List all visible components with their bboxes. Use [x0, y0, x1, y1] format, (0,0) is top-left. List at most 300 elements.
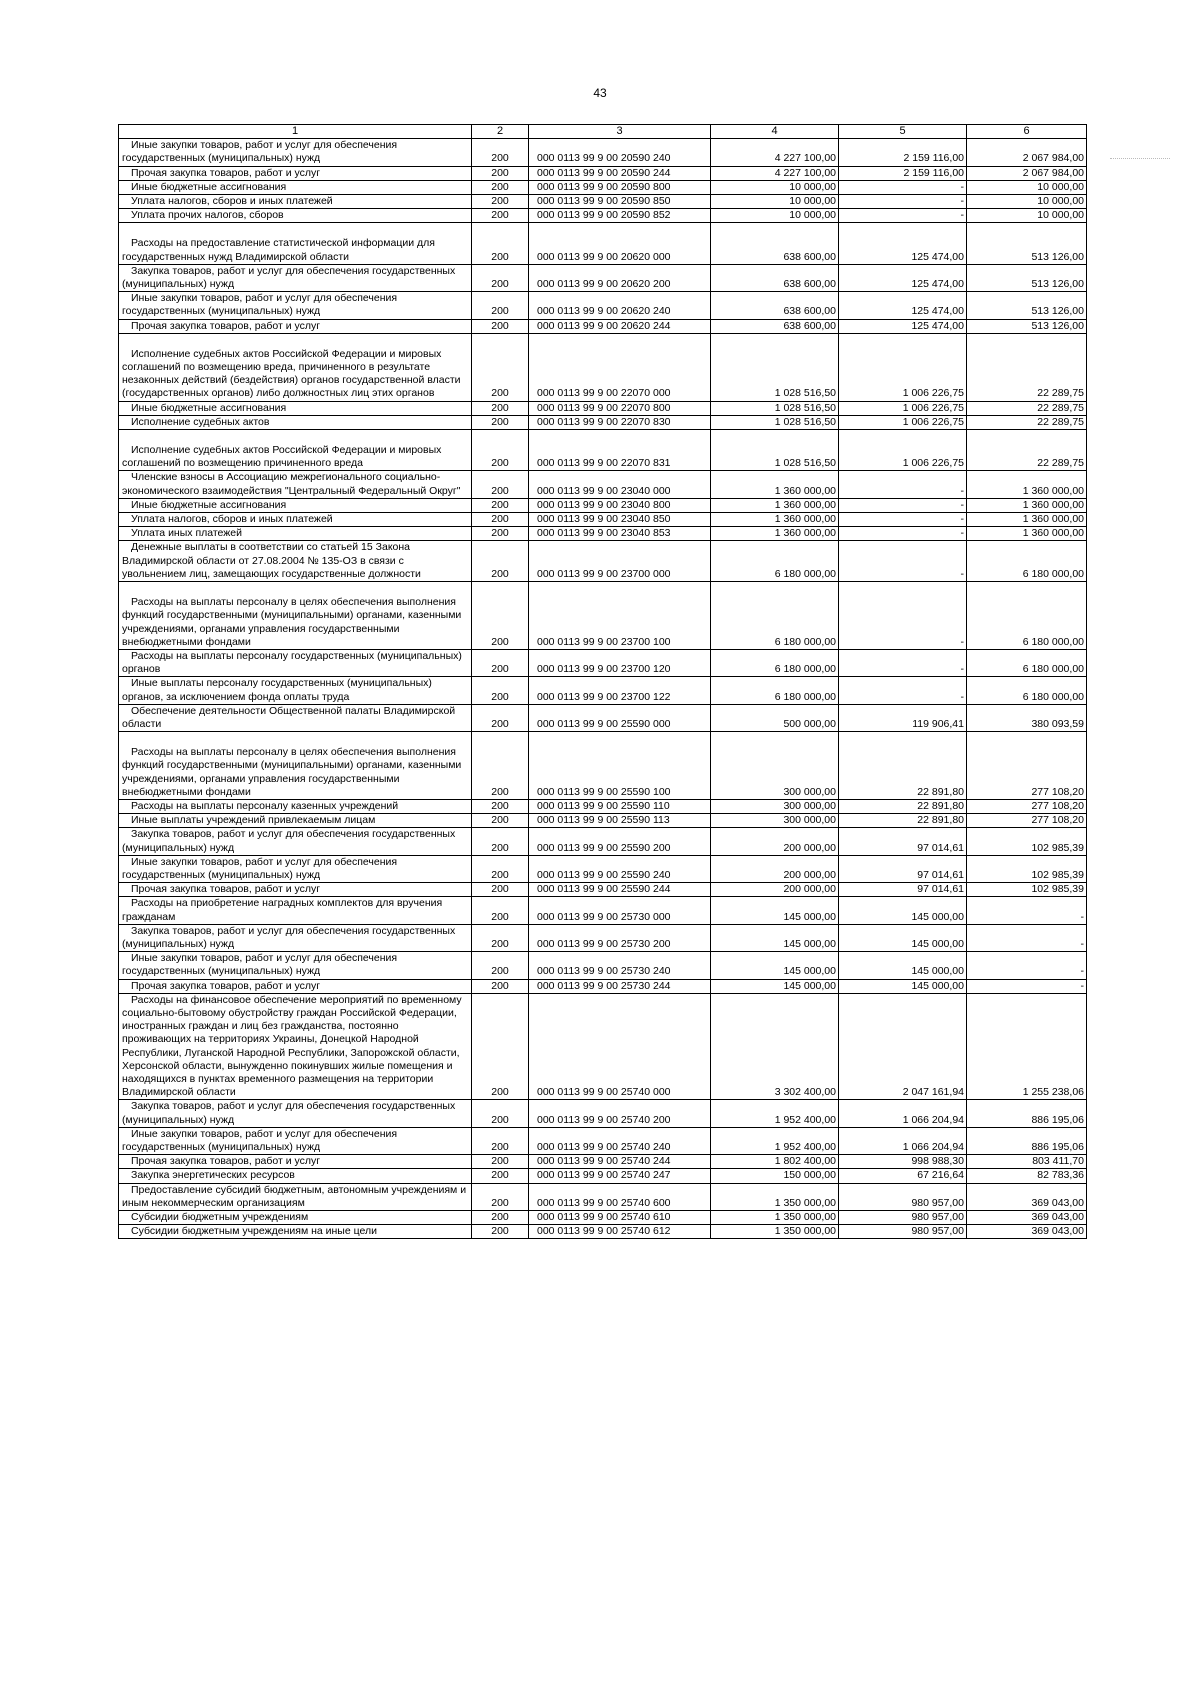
header-col-3: 3	[529, 125, 711, 139]
row-name-cell	[119, 883, 472, 897]
table-row	[119, 180, 1087, 194]
row-admin-code-cell: 200	[472, 180, 529, 194]
row-name-cell	[119, 1183, 472, 1210]
row-executed-amount-cell: 145 000,00	[839, 924, 967, 951]
row-executed-amount-cell: 145 000,00	[839, 897, 967, 924]
row-admin-code-cell: 200	[472, 897, 529, 924]
table-row	[119, 897, 1087, 924]
row-name-text: Иные бюджетные ассигнования	[131, 401, 287, 414]
table-row	[119, 139, 1087, 166]
row-admin-code-cell: 200	[472, 166, 529, 180]
row-approved-amount-cell: 1 028 516,50	[711, 415, 839, 429]
row-budget-code-cell: 000 0113 99 9 00 25730 240	[529, 952, 711, 979]
table-row	[119, 883, 1087, 897]
table-row	[119, 1155, 1087, 1169]
row-name-text: Иные закупки товаров, работ и услуг для обеспечения государственных (муниципальных) нужд	[122, 139, 398, 165]
row-admin-code-cell: 200	[472, 828, 529, 855]
row-budget-code-cell: 000 0113 99 9 00 25590 100	[529, 732, 711, 800]
table-row	[119, 1169, 1087, 1183]
row-executed-amount-cell: -	[839, 209, 967, 223]
row-executed-amount-cell: 1 066 204,94	[839, 1127, 967, 1154]
row-name-cell	[119, 1155, 472, 1169]
row-executed-amount-cell: 980 957,00	[839, 1225, 967, 1239]
row-approved-amount-cell: 1 360 000,00	[711, 498, 839, 512]
row-admin-code-cell: 200	[472, 333, 529, 401]
row-name-cell	[119, 527, 472, 541]
row-name-text: Расходы на предоставление статистической информации для государственных нужд Владимирской области	[122, 237, 435, 263]
row-remaining-amount-cell: 369 043,00	[967, 1211, 1087, 1225]
header-col-2: 2	[472, 125, 529, 139]
row-admin-code-cell: 200	[472, 319, 529, 333]
row-executed-amount-cell: 980 957,00	[839, 1183, 967, 1210]
row-executed-amount-cell: 145 000,00	[839, 979, 967, 993]
row-executed-amount-cell: 22 891,80	[839, 799, 967, 813]
row-budget-code-cell: 000 0113 99 9 00 20590 852	[529, 209, 711, 223]
table-row	[119, 924, 1087, 951]
row-approved-amount-cell: 300 000,00	[711, 814, 839, 828]
row-budget-code-cell: 000 0113 99 9 00 22070 800	[529, 401, 711, 415]
row-remaining-amount-cell: 22 289,75	[967, 415, 1087, 429]
table-row	[119, 649, 1087, 676]
row-approved-amount-cell: 10 000,00	[711, 180, 839, 194]
row-remaining-amount-cell: 886 195,06	[967, 1100, 1087, 1127]
row-budget-code-cell: 000 0113 99 9 00 25740 612	[529, 1225, 711, 1239]
row-name-text: Закупка товаров, работ и услуг для обеспечения государственных (муниципальных) нужд	[122, 828, 456, 854]
row-name-cell	[119, 814, 472, 828]
row-remaining-amount-cell: 1 360 000,00	[967, 471, 1087, 498]
row-approved-amount-cell: 6 180 000,00	[711, 649, 839, 676]
row-remaining-amount-cell: 369 043,00	[967, 1183, 1087, 1210]
row-budget-code-cell: 000 0113 99 9 00 23040 000	[529, 471, 711, 498]
row-budget-code-cell: 000 0113 99 9 00 22070 000	[529, 333, 711, 401]
row-name-cell	[119, 264, 472, 291]
row-name-text: Расходы на финансовое обеспечение мероприятий по временному социально-бытовому обустройству граждан Российской Федерации, иностранных граждан и лиц без гражданства, постоянно проживающих на территориях Украины, Донецкой Народной Республики, Луганской Народной Республики, Запорожской области, Херсонской области, вынужденно покинувших жилые помещения и находящихся в пунктах временного размещения на территории Владимирской области	[122, 993, 462, 1099]
row-remaining-amount-cell: 277 108,20	[967, 814, 1087, 828]
row-name-text: Расходы на приобретение наградных комплектов для вручения гражданам	[122, 897, 443, 923]
row-admin-code-cell: 200	[472, 1225, 529, 1239]
row-budget-code-cell: 000 0113 99 9 00 25740 610	[529, 1211, 711, 1225]
row-name-cell	[119, 924, 472, 951]
row-budget-code-cell: 000 0113 99 9 00 25730 000	[529, 897, 711, 924]
row-admin-code-cell: 200	[472, 292, 529, 319]
row-name-text: Предоставление субсидий бюджетным, автономным учреждениям и иным некоммерческим организациям	[122, 1183, 467, 1209]
row-executed-amount-cell: -	[839, 677, 967, 704]
row-executed-amount-cell: 1 006 226,75	[839, 430, 967, 471]
row-executed-amount-cell: 2 159 116,00	[839, 166, 967, 180]
row-budget-code-cell: 000 0113 99 9 00 25740 247	[529, 1169, 711, 1183]
table-row	[119, 471, 1087, 498]
row-executed-amount-cell: 22 891,80	[839, 814, 967, 828]
row-executed-amount-cell: 125 474,00	[839, 223, 967, 264]
row-admin-code-cell: 200	[472, 1100, 529, 1127]
table-row	[119, 855, 1087, 882]
row-executed-amount-cell: -	[839, 527, 967, 541]
row-executed-amount-cell: -	[839, 180, 967, 194]
row-name-cell	[119, 498, 472, 512]
row-name-text: Иные закупки товаров, работ и услуг для обеспечения государственных (муниципальных) нужд	[122, 952, 398, 978]
row-admin-code-cell: 200	[472, 993, 529, 1100]
row-name-text: Уплата прочих налогов, сборов	[131, 209, 284, 222]
row-remaining-amount-cell: 2 067 984,00	[967, 139, 1087, 166]
row-executed-amount-cell: 1 006 226,75	[839, 333, 967, 401]
row-approved-amount-cell: 145 000,00	[711, 979, 839, 993]
row-admin-code-cell: 200	[472, 209, 529, 223]
row-approved-amount-cell: 10 000,00	[711, 195, 839, 209]
row-name-cell	[119, 292, 472, 319]
row-name-text: Исполнение судебных актов	[131, 415, 270, 428]
row-name-text: Уплата налогов, сборов и иных платежей	[131, 513, 333, 526]
header-col-6: 6	[967, 125, 1087, 139]
row-admin-code-cell: 200	[472, 264, 529, 291]
row-remaining-amount-cell: -	[967, 897, 1087, 924]
row-name-text: Субсидии бюджетным учреждениям на иные цели	[131, 1225, 377, 1238]
row-name-text: Расходы на выплаты персоналу казенных учреждений	[131, 799, 399, 812]
row-name-text: Расходы на выплаты персоналу в целях обеспечения выполнения функций государственными (муниципальными) органами, казенными учреждениями, органами управления государственными внебюджетными фондами	[122, 596, 462, 648]
row-admin-code-cell: 200	[472, 649, 529, 676]
table-row	[119, 541, 1087, 582]
row-admin-code-cell: 200	[472, 1169, 529, 1183]
row-name-text: Обеспечение деятельности Общественной палаты Владимирской области	[122, 704, 456, 730]
row-name-cell	[119, 1211, 472, 1225]
row-admin-code-cell: 200	[472, 1127, 529, 1154]
row-approved-amount-cell: 4 227 100,00	[711, 166, 839, 180]
row-budget-code-cell: 000 0113 99 9 00 25590 110	[529, 799, 711, 813]
row-remaining-amount-cell: 102 985,39	[967, 855, 1087, 882]
row-name-cell	[119, 1225, 472, 1239]
row-name-cell	[119, 649, 472, 676]
row-name-cell	[119, 513, 472, 527]
row-name-text: Исполнение судебных актов Российской Федерации и мировых соглашений по возмещению причиненного вреда	[122, 444, 442, 470]
row-remaining-amount-cell: 6 180 000,00	[967, 649, 1087, 676]
row-budget-code-cell: 000 0113 99 9 00 20590 244	[529, 166, 711, 180]
row-name-cell	[119, 333, 472, 401]
row-admin-code-cell: 200	[472, 799, 529, 813]
row-budget-code-cell: 000 0113 99 9 00 25740 240	[529, 1127, 711, 1154]
table-row	[119, 1100, 1087, 1127]
row-name-text: Членские взносы в Ассоциацию межрегионального социально-экономического взаимодействия "Центральный Федеральный Округ"	[122, 471, 461, 497]
row-executed-amount-cell: 125 474,00	[839, 292, 967, 319]
row-admin-code-cell: 200	[472, 979, 529, 993]
row-approved-amount-cell: 638 600,00	[711, 223, 839, 264]
row-name-cell	[119, 223, 472, 264]
header-row	[119, 125, 1087, 139]
row-approved-amount-cell: 6 180 000,00	[711, 541, 839, 582]
row-name-cell	[119, 166, 472, 180]
row-budget-code-cell: 000 0113 99 9 00 23700 120	[529, 649, 711, 676]
row-name-cell	[119, 471, 472, 498]
row-admin-code-cell: 200	[472, 415, 529, 429]
row-approved-amount-cell: 200 000,00	[711, 828, 839, 855]
table-row	[119, 166, 1087, 180]
table-row	[119, 732, 1087, 800]
row-name-cell	[119, 979, 472, 993]
row-remaining-amount-cell: 10 000,00	[967, 195, 1087, 209]
row-name-text: Иные закупки товаров, работ и услуг для обеспечения государственных (муниципальных) нужд	[122, 1127, 398, 1154]
row-remaining-amount-cell: 102 985,39	[967, 883, 1087, 897]
row-admin-code-cell: 200	[472, 677, 529, 704]
header-col-1: 1	[119, 125, 472, 139]
row-name-text: Иные выплаты персоналу государственных (муниципальных) органов, за исключением фонда оплаты труда	[122, 677, 432, 703]
row-name-cell	[119, 139, 472, 166]
row-executed-amount-cell: 97 014,61	[839, 828, 967, 855]
row-remaining-amount-cell: 369 043,00	[967, 1225, 1087, 1239]
row-name-text: Уплата иных платежей	[131, 527, 243, 540]
row-name-cell	[119, 209, 472, 223]
table-row	[119, 415, 1087, 429]
row-admin-code-cell: 200	[472, 924, 529, 951]
table-row	[119, 513, 1087, 527]
row-admin-code-cell: 200	[472, 952, 529, 979]
table-row	[119, 952, 1087, 979]
table-body	[119, 139, 1087, 1239]
row-budget-code-cell: 000 0113 99 9 00 20620 240	[529, 292, 711, 319]
row-executed-amount-cell: 1 006 226,75	[839, 401, 967, 415]
table-row	[119, 704, 1087, 731]
row-approved-amount-cell: 1 360 000,00	[711, 471, 839, 498]
row-budget-code-cell: 000 0113 99 9 00 25740 200	[529, 1100, 711, 1127]
row-executed-amount-cell: -	[839, 471, 967, 498]
row-budget-code-cell: 000 0113 99 9 00 20590 850	[529, 195, 711, 209]
row-admin-code-cell: 200	[472, 139, 529, 166]
row-executed-amount-cell: -	[839, 513, 967, 527]
row-budget-code-cell: 000 0113 99 9 00 23040 850	[529, 513, 711, 527]
row-budget-code-cell: 000 0113 99 9 00 25730 244	[529, 979, 711, 993]
row-name-text: Закупка энергетических ресурсов	[131, 1169, 295, 1182]
table-row	[119, 979, 1087, 993]
row-approved-amount-cell: 300 000,00	[711, 732, 839, 800]
table-row	[119, 223, 1087, 264]
row-executed-amount-cell: 22 891,80	[839, 732, 967, 800]
row-approved-amount-cell: 1 350 000,00	[711, 1225, 839, 1239]
row-name-text: Расходы на выплаты персоналу государственных (муниципальных) органов	[122, 649, 462, 676]
row-budget-code-cell: 000 0113 99 9 00 25730 200	[529, 924, 711, 951]
row-admin-code-cell: 200	[472, 527, 529, 541]
row-name-text: Закупка товаров, работ и услуг для обеспечения государственных (муниципальных) нужд	[122, 1100, 456, 1126]
row-admin-code-cell: 200	[472, 541, 529, 582]
row-executed-amount-cell: -	[839, 649, 967, 676]
row-approved-amount-cell: 200 000,00	[711, 855, 839, 882]
row-admin-code-cell: 200	[472, 1183, 529, 1210]
row-approved-amount-cell: 1 802 400,00	[711, 1155, 839, 1169]
row-remaining-amount-cell: 1 255 238,06	[967, 993, 1087, 1100]
row-approved-amount-cell: 300 000,00	[711, 799, 839, 813]
row-remaining-amount-cell: 380 093,59	[967, 704, 1087, 731]
row-approved-amount-cell: 638 600,00	[711, 319, 839, 333]
row-executed-amount-cell: -	[839, 582, 967, 650]
table-row	[119, 993, 1087, 1100]
row-budget-code-cell: 000 0113 99 9 00 25590 000	[529, 704, 711, 731]
row-approved-amount-cell: 200 000,00	[711, 883, 839, 897]
row-budget-code-cell: 000 0113 99 9 00 23040 800	[529, 498, 711, 512]
table-row	[119, 401, 1087, 415]
row-executed-amount-cell: -	[839, 498, 967, 512]
table-row	[119, 319, 1087, 333]
scan-artifact	[1110, 158, 1170, 160]
row-name-text: Иные выплаты учреждений привлекаемым лицам	[131, 814, 376, 827]
row-executed-amount-cell: 97 014,61	[839, 855, 967, 882]
row-admin-code-cell: 200	[472, 582, 529, 650]
table-row	[119, 1225, 1087, 1239]
row-executed-amount-cell: -	[839, 541, 967, 582]
row-name-cell	[119, 415, 472, 429]
row-budget-code-cell: 000 0113 99 9 00 25590 240	[529, 855, 711, 882]
row-remaining-amount-cell: 513 126,00	[967, 292, 1087, 319]
row-name-cell	[119, 195, 472, 209]
header-col-5: 5	[839, 125, 967, 139]
row-executed-amount-cell: 97 014,61	[839, 883, 967, 897]
row-approved-amount-cell: 1 028 516,50	[711, 401, 839, 415]
row-admin-code-cell: 200	[472, 401, 529, 415]
row-executed-amount-cell: 125 474,00	[839, 264, 967, 291]
row-approved-amount-cell: 1 360 000,00	[711, 513, 839, 527]
row-name-text: Закупка товаров, работ и услуг для обеспечения государственных (муниципальных) нужд	[122, 924, 456, 950]
row-name-text: Иные закупки товаров, работ и услуг для обеспечения государственных (муниципальных) нужд	[122, 292, 398, 318]
row-name-text: Закупка товаров, работ и услуг для обеспечения государственных (муниципальных) нужд	[122, 264, 456, 291]
row-executed-amount-cell: 125 474,00	[839, 319, 967, 333]
row-budget-code-cell: 000 0113 99 9 00 20590 240	[529, 139, 711, 166]
row-executed-amount-cell: 145 000,00	[839, 952, 967, 979]
row-approved-amount-cell: 1 028 516,50	[711, 333, 839, 401]
row-name-cell	[119, 828, 472, 855]
row-budget-code-cell: 000 0113 99 9 00 22070 830	[529, 415, 711, 429]
row-remaining-amount-cell: 22 289,75	[967, 401, 1087, 415]
row-name-cell	[119, 582, 472, 650]
row-executed-amount-cell: 998 988,30	[839, 1155, 967, 1169]
row-name-cell	[119, 1100, 472, 1127]
row-budget-code-cell: 000 0113 99 9 00 23700 122	[529, 677, 711, 704]
row-name-cell	[119, 180, 472, 194]
row-budget-code-cell: 000 0113 99 9 00 20620 000	[529, 223, 711, 264]
row-approved-amount-cell: 1 360 000,00	[711, 527, 839, 541]
row-name-text: Прочая закупка товаров, работ и услуг	[131, 883, 321, 896]
row-admin-code-cell: 200	[472, 732, 529, 800]
row-approved-amount-cell: 500 000,00	[711, 704, 839, 731]
row-budget-code-cell: 000 0113 99 9 00 25740 600	[529, 1183, 711, 1210]
table-row	[119, 195, 1087, 209]
row-approved-amount-cell: 1 350 000,00	[711, 1211, 839, 1225]
row-admin-code-cell: 200	[472, 1211, 529, 1225]
row-name-text: Исполнение судебных актов Российской Федерации и мировых соглашений по возмещению вреда, причиненного в результате незаконных действий (бездействия) органов государственной власти (государственных органов) либо должностных лиц этих органов	[122, 347, 461, 400]
row-budget-code-cell: 000 0113 99 9 00 23040 853	[529, 527, 711, 541]
row-name-cell	[119, 1127, 472, 1154]
row-executed-amount-cell: 1 006 226,75	[839, 415, 967, 429]
row-remaining-amount-cell: 513 126,00	[967, 264, 1087, 291]
row-remaining-amount-cell: 82 783,36	[967, 1169, 1087, 1183]
row-remaining-amount-cell: -	[967, 952, 1087, 979]
row-name-text: Иные бюджетные ассигнования	[131, 180, 287, 193]
row-name-cell	[119, 799, 472, 813]
row-budget-code-cell: 000 0113 99 9 00 22070 831	[529, 430, 711, 471]
row-executed-amount-cell: -	[839, 195, 967, 209]
row-name-text: Иные бюджетные ассигнования	[131, 498, 287, 511]
row-approved-amount-cell: 150 000,00	[711, 1169, 839, 1183]
row-remaining-amount-cell: 2 067 984,00	[967, 166, 1087, 180]
row-approved-amount-cell: 145 000,00	[711, 952, 839, 979]
row-budget-code-cell: 000 0113 99 9 00 25590 244	[529, 883, 711, 897]
row-name-cell	[119, 677, 472, 704]
row-budget-code-cell: 000 0113 99 9 00 20620 244	[529, 319, 711, 333]
row-budget-code-cell: 000 0113 99 9 00 25590 200	[529, 828, 711, 855]
row-executed-amount-cell: 2 047 161,94	[839, 993, 967, 1100]
row-name-text: Прочая закупка товаров, работ и услуг	[131, 979, 321, 992]
row-name-cell	[119, 401, 472, 415]
row-approved-amount-cell: 4 227 100,00	[711, 139, 839, 166]
budget-table	[118, 124, 1087, 1239]
row-name-text: Прочая закупка товаров, работ и услуг	[131, 319, 321, 332]
row-admin-code-cell: 200	[472, 855, 529, 882]
row-name-text: Иные закупки товаров, работ и услуг для обеспечения государственных (муниципальных) нужд	[122, 855, 398, 881]
row-name-cell	[119, 1169, 472, 1183]
row-approved-amount-cell: 1 952 400,00	[711, 1127, 839, 1154]
table-row	[119, 527, 1087, 541]
row-approved-amount-cell: 6 180 000,00	[711, 582, 839, 650]
row-remaining-amount-cell: 10 000,00	[967, 180, 1087, 194]
table-row	[119, 1127, 1087, 1154]
table-row	[119, 677, 1087, 704]
row-remaining-amount-cell: 277 108,20	[967, 799, 1087, 813]
page-number: 43	[593, 86, 607, 100]
row-remaining-amount-cell: 6 180 000,00	[967, 541, 1087, 582]
table-row	[119, 799, 1087, 813]
row-admin-code-cell: 200	[472, 513, 529, 527]
row-approved-amount-cell: 145 000,00	[711, 897, 839, 924]
row-approved-amount-cell: 638 600,00	[711, 292, 839, 319]
row-name-cell	[119, 855, 472, 882]
row-executed-amount-cell: 67 216,64	[839, 1169, 967, 1183]
row-executed-amount-cell: 1 066 204,94	[839, 1100, 967, 1127]
table-row	[119, 264, 1087, 291]
row-approved-amount-cell: 638 600,00	[711, 264, 839, 291]
row-approved-amount-cell: 10 000,00	[711, 209, 839, 223]
row-budget-code-cell: 000 0113 99 9 00 23700 000	[529, 541, 711, 582]
row-name-cell	[119, 952, 472, 979]
row-remaining-amount-cell: -	[967, 924, 1087, 951]
row-remaining-amount-cell: 22 289,75	[967, 333, 1087, 401]
table-row	[119, 814, 1087, 828]
row-admin-code-cell: 200	[472, 430, 529, 471]
row-remaining-amount-cell: 513 126,00	[967, 319, 1087, 333]
row-approved-amount-cell: 1 350 000,00	[711, 1183, 839, 1210]
row-admin-code-cell: 200	[472, 883, 529, 897]
row-remaining-amount-cell: 6 180 000,00	[967, 677, 1087, 704]
row-budget-code-cell: 000 0113 99 9 00 20590 800	[529, 180, 711, 194]
row-remaining-amount-cell: -	[967, 979, 1087, 993]
row-name-text: Денежные выплаты в соответствии со статьей 15 Закона Владимирской области от 27.08.2004 № 135-ОЗ в связи с увольнением лиц, замещающих государственные должности	[122, 541, 421, 580]
row-approved-amount-cell: 1 028 516,50	[711, 430, 839, 471]
row-budget-code-cell: 000 0113 99 9 00 25740 000	[529, 993, 711, 1100]
row-admin-code-cell: 200	[472, 471, 529, 498]
row-remaining-amount-cell: 1 360 000,00	[967, 498, 1087, 512]
row-name-cell	[119, 993, 472, 1100]
row-admin-code-cell: 200	[472, 814, 529, 828]
table-row	[119, 828, 1087, 855]
row-remaining-amount-cell: 513 126,00	[967, 223, 1087, 264]
row-admin-code-cell: 200	[472, 498, 529, 512]
row-name-text: Прочая закупка товаров, работ и услуг	[131, 1155, 321, 1168]
row-remaining-amount-cell: 10 000,00	[967, 209, 1087, 223]
row-approved-amount-cell: 3 302 400,00	[711, 993, 839, 1100]
row-approved-amount-cell: 145 000,00	[711, 924, 839, 951]
row-remaining-amount-cell: 1 360 000,00	[967, 513, 1087, 527]
table-row	[119, 1211, 1087, 1225]
table-row	[119, 498, 1087, 512]
table-row	[119, 292, 1087, 319]
row-remaining-amount-cell: 277 108,20	[967, 732, 1087, 800]
row-admin-code-cell: 200	[472, 195, 529, 209]
row-admin-code-cell: 200	[472, 223, 529, 264]
row-executed-amount-cell: 119 906,41	[839, 704, 967, 731]
row-admin-code-cell: 200	[472, 704, 529, 731]
